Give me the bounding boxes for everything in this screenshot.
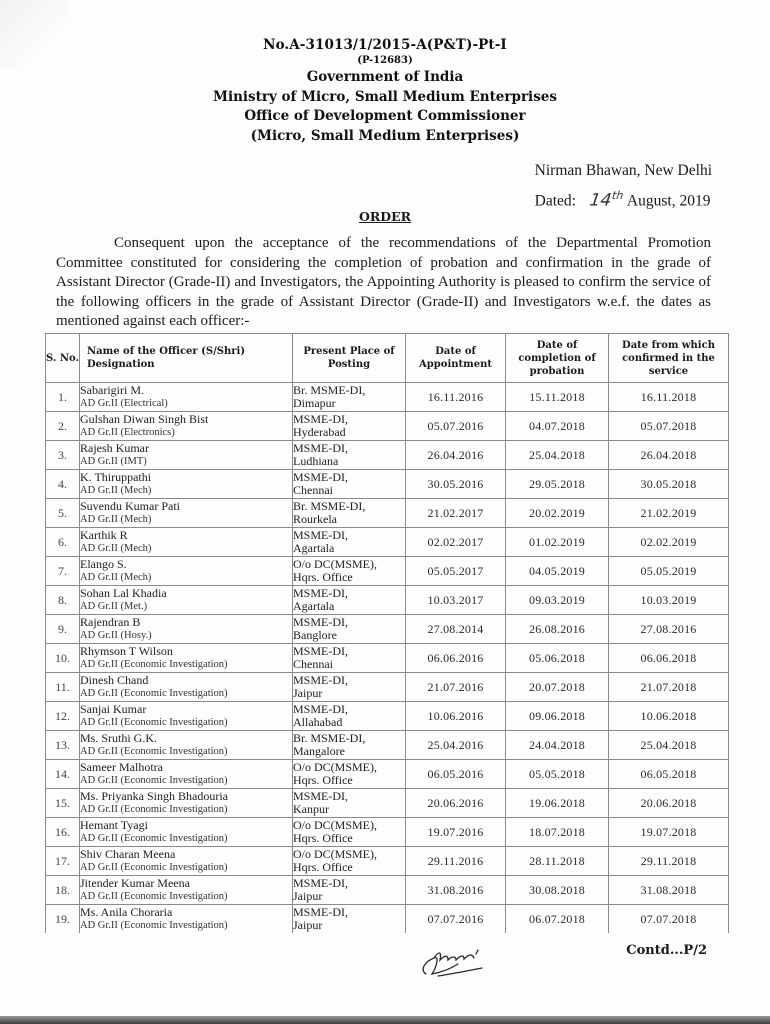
- posting-city: Chennai: [293, 657, 333, 671]
- officer-designation: AD Gr.II (Economic Investigation): [80, 804, 228, 815]
- posting-office: MSME-DI,: [293, 527, 349, 542]
- header-probation: Date of completion of probation: [506, 334, 609, 383]
- officer-name: Ms. Sruthi G.K.: [80, 731, 158, 745]
- cell-appointment-date: 06.06.2016: [406, 644, 506, 673]
- cell-sno: 4.: [46, 470, 80, 499]
- officer-designation: AD Gr.II (Economic Investigation): [80, 891, 228, 902]
- officer-designation: AD Gr.II (Economic Investigation): [80, 717, 228, 728]
- posting-city: Banglore: [293, 628, 337, 642]
- cell-sno: 14.: [46, 760, 80, 789]
- continued-label: Contd...P/2: [626, 943, 707, 958]
- cell-posting: [293, 383, 406, 412]
- officers-table: [45, 333, 729, 933]
- cell-probation-date: 24.04.2018: [506, 731, 609, 760]
- cell-appointment-date: 27.08.2014: [406, 615, 506, 644]
- table-header-row: [46, 334, 729, 383]
- officer-name: Ms. Anila Choraria: [80, 905, 173, 919]
- cell-posting: [293, 847, 406, 876]
- cell-sno: 7.: [46, 557, 80, 586]
- posting-city: Hyderabad: [293, 425, 346, 439]
- header-posting: Present Place of Posting: [293, 334, 406, 383]
- dated-month-year: August, 2019: [626, 192, 711, 210]
- officer-designation: AD Gr.II (Met.): [80, 601, 148, 612]
- cell-officer: [80, 557, 293, 586]
- cell-posting: [293, 876, 406, 905]
- cell-officer: [80, 383, 293, 412]
- cell-posting: [293, 499, 406, 528]
- cell-appointment-date: 05.07.2016: [406, 412, 506, 441]
- officer-name: Sabarigiri M.: [80, 383, 144, 397]
- cell-confirmed-date: 21.07.2018: [609, 673, 729, 702]
- posting-office: MSME-DI,: [293, 672, 349, 687]
- officer-name: Sohan Lal Khadia: [80, 586, 167, 600]
- officer-designation: AD Gr.II (Mech): [80, 485, 152, 496]
- posting-city: Jaipur: [293, 889, 323, 903]
- posting-office: MSME-DI,: [293, 614, 349, 629]
- officer-designation: AD Gr.II (Economic Investigation): [80, 746, 228, 757]
- cell-sno: 2.: [46, 412, 80, 441]
- officer-name: Shiv Charan Meena: [80, 847, 176, 861]
- posting-city: Kanpur: [293, 802, 329, 816]
- officer-name: Dinesh Chand: [80, 673, 149, 687]
- cell-appointment-date: 19.07.2016: [406, 818, 506, 847]
- cell-posting: [293, 441, 406, 470]
- cell-sno: 11.: [46, 673, 80, 702]
- officer-name: Sameer Malhotra: [80, 760, 163, 774]
- cell-confirmed-date: 16.11.2018: [609, 383, 729, 412]
- cell-officer: [80, 905, 293, 934]
- posting-office: O/o DC(MSME),: [293, 759, 378, 774]
- cell-appointment-date: 21.02.2017: [406, 499, 506, 528]
- posting-office: MSME-DI,: [293, 643, 349, 658]
- cell-officer: [80, 499, 293, 528]
- table-row: [46, 818, 729, 847]
- cell-probation-date: 26.08.2016: [506, 615, 609, 644]
- cell-posting: [293, 644, 406, 673]
- cell-confirmed-date: 07.07.2018: [609, 905, 729, 934]
- cell-probation-date: 28.11.2018: [506, 847, 609, 876]
- officer-designation: AD Gr.II (Economic Investigation): [80, 862, 228, 873]
- table-row: [46, 760, 729, 789]
- cell-officer: [80, 673, 293, 702]
- cell-officer: [80, 586, 293, 615]
- officer-name: Rajesh Kumar: [80, 441, 149, 455]
- officer-name: Jitender Kumar Meena: [80, 876, 190, 890]
- cell-officer: [80, 847, 293, 876]
- cell-probation-date: 15.11.2018: [506, 383, 609, 412]
- p-number: (P-12683): [357, 55, 413, 66]
- cell-officer: [80, 615, 293, 644]
- cell-officer: [80, 789, 293, 818]
- order-paragraph: Consequent upon the acceptance of the recommendations of the Departmental Promotion Committee constituted for considering the completion of probation and confirmation in the grade of Assistant Director (Grade-II) and Investigators, the Appointing Authority is pleased to confirm the service of the following officers in the grade of Assistant Director (Grade-II) and Investigators w.e.f. the dates as mentioned against each officer:-: [56, 235, 711, 330]
- table-row: [46, 731, 729, 760]
- cell-appointment-date: 06.05.2016: [406, 760, 506, 789]
- cell-officer: [80, 760, 293, 789]
- cell-probation-date: 05.06.2018: [506, 644, 609, 673]
- cell-appointment-date: 05.05.2017: [406, 557, 506, 586]
- cell-sno: 1.: [46, 383, 80, 412]
- cell-confirmed-date: 26.04.2018: [609, 441, 729, 470]
- cell-posting: [293, 412, 406, 441]
- table-row: [46, 528, 729, 557]
- officer-designation: AD Gr.II (Economic Investigation): [80, 833, 228, 844]
- cell-sno: 18.: [46, 876, 80, 905]
- cell-officer: [80, 470, 293, 499]
- posting-office: MSME-DI,: [293, 440, 349, 455]
- cell-appointment-date: 20.06.2016: [406, 789, 506, 818]
- table-row: [46, 673, 729, 702]
- officer-name: Rhymson T Wilson: [80, 644, 173, 658]
- cell-probation-date: 04.05.2019: [506, 557, 609, 586]
- cell-posting: [293, 470, 406, 499]
- table-row: [46, 847, 729, 876]
- officer-designation: AD Gr.II (Mech): [80, 514, 152, 525]
- table-row: [46, 499, 729, 528]
- cell-confirmed-date: 27.08.2016: [609, 615, 729, 644]
- officer-designation: AD Gr.II (IMT): [80, 456, 147, 467]
- officer-name: Ms. Priyanka Singh Bhadouria: [80, 789, 228, 803]
- cell-officer: [80, 876, 293, 905]
- cell-appointment-date: 02.02.2017: [406, 528, 506, 557]
- cell-posting: [293, 673, 406, 702]
- posting-office: O/o DC(MSME),: [293, 556, 378, 571]
- posting-city: Jaipur: [293, 686, 323, 700]
- officer-designation: AD Gr.II (Economic Investigation): [80, 659, 228, 670]
- table-row: [46, 470, 729, 499]
- cell-sno: 12.: [46, 702, 80, 731]
- cell-probation-date: 09.03.2019: [506, 586, 609, 615]
- cell-confirmed-date: 06.06.2018: [609, 644, 729, 673]
- officer-name: Sanjai Kumar: [80, 702, 147, 716]
- cell-probation-date: 05.05.2018: [506, 760, 609, 789]
- posting-city: Hqrs. Office: [293, 831, 353, 845]
- place-and-date: [535, 158, 712, 214]
- cell-sno: 3.: [46, 441, 80, 470]
- cell-appointment-date: 26.04.2016: [406, 441, 506, 470]
- cell-sno: 19.: [46, 905, 80, 934]
- posting-office: Br. MSME-DI,: [293, 382, 366, 397]
- posting-city: Allahabad: [293, 715, 343, 729]
- cell-confirmed-date: 25.04.2018: [609, 731, 729, 760]
- table-row: [46, 586, 729, 615]
- cell-appointment-date: 31.08.2016: [406, 876, 506, 905]
- cell-officer: [80, 702, 293, 731]
- cell-sno: 15.: [46, 789, 80, 818]
- header-confirmed: Date from which confirmed in the service: [609, 334, 729, 383]
- cell-officer: [80, 731, 293, 760]
- cell-officer: [80, 528, 293, 557]
- table-row: [46, 383, 729, 412]
- cell-sno: 17.: [46, 847, 80, 876]
- order-title: ORDER: [358, 209, 412, 224]
- cell-sno: 13.: [46, 731, 80, 760]
- cell-probation-date: 01.02.2019: [506, 528, 609, 557]
- officer-name: Suvendu Kumar Pati: [80, 499, 180, 513]
- header-name: Name of the Officer (S/Shri) Designation: [80, 334, 293, 383]
- posting-office: MSME-DI,: [293, 469, 349, 484]
- posting-office: MSME-DI,: [293, 411, 349, 426]
- cell-confirmed-date: 06.05.2018: [609, 760, 729, 789]
- posting-city: Dimapur: [293, 396, 336, 410]
- posting-city: Jaipur: [293, 918, 323, 932]
- cell-posting: [293, 557, 406, 586]
- officer-name: Hemant Tyagi: [80, 818, 148, 832]
- cell-confirmed-date: 10.06.2018: [609, 702, 729, 731]
- officer-name: Elango S.: [80, 557, 127, 571]
- posting-city: Mangalore: [293, 744, 345, 758]
- cell-officer: [80, 412, 293, 441]
- posting-office: MSME-DI,: [293, 701, 349, 716]
- scan-bottom-edge: [0, 1016, 770, 1024]
- cell-appointment-date: 29.11.2016: [406, 847, 506, 876]
- cell-confirmed-date: 29.11.2018: [609, 847, 729, 876]
- header-msme: (Micro, Small Medium Enterprises): [250, 127, 520, 144]
- officer-name: K. Thiruppathi: [80, 470, 152, 484]
- officer-designation: AD Gr.II (Electrical): [80, 398, 168, 409]
- cell-confirmed-date: 20.06.2018: [609, 789, 729, 818]
- cell-probation-date: 04.07.2018: [506, 412, 609, 441]
- cell-posting: [293, 905, 406, 934]
- cell-confirmed-date: 30.05.2018: [609, 470, 729, 499]
- cell-sno: 10.: [46, 644, 80, 673]
- cell-officer: [80, 441, 293, 470]
- cell-appointment-date: 07.07.2016: [406, 905, 506, 934]
- cell-sno: 5.: [46, 499, 80, 528]
- cell-confirmed-date: 05.05.2019: [609, 557, 729, 586]
- document-header: [0, 36, 770, 146]
- cell-probation-date: 06.07.2018: [506, 905, 609, 934]
- officer-designation: AD Gr.II (Mech): [80, 572, 152, 583]
- table-row: [46, 644, 729, 673]
- posting-office: MSME-DI,: [293, 788, 349, 803]
- officer-designation: AD Gr.II (Hosy.): [80, 630, 152, 641]
- cell-probation-date: 20.07.2018: [506, 673, 609, 702]
- cell-posting: [293, 789, 406, 818]
- officer-name: Rajendran B: [80, 615, 141, 629]
- header-appointment: Date of Appointment: [406, 334, 506, 383]
- posting-office: MSME-DI,: [293, 585, 349, 600]
- header-sno: S. No.: [46, 334, 80, 383]
- posting-city: Chennai: [293, 483, 333, 497]
- table-row: [46, 557, 729, 586]
- cell-sno: 16.: [46, 818, 80, 847]
- cell-probation-date: 29.05.2018: [506, 470, 609, 499]
- officer-designation: AD Gr.II (Economic Investigation): [80, 920, 228, 931]
- dated-label: Dated:: [534, 192, 576, 210]
- cell-appointment-date: 30.05.2016: [406, 470, 506, 499]
- officer-designation: AD Gr.II (Electronics): [80, 427, 175, 438]
- cell-probation-date: 20.02.2019: [506, 499, 609, 528]
- header-office: Office of Development Commissioner: [244, 108, 526, 124]
- cell-confirmed-date: 05.07.2018: [609, 412, 729, 441]
- posting-office: Br. MSME-DI,: [293, 730, 366, 745]
- cell-posting: [293, 731, 406, 760]
- signature-icon: [418, 944, 498, 980]
- posting-city: Hqrs. Office: [293, 773, 353, 787]
- cell-confirmed-date: 21.02.2019: [609, 499, 729, 528]
- posting-city: Rourkela: [293, 512, 337, 526]
- cell-appointment-date: 25.04.2016: [406, 731, 506, 760]
- header-government: Government of India: [306, 69, 464, 85]
- cell-posting: [293, 818, 406, 847]
- handwritten-day: 14th: [588, 189, 625, 211]
- file-number: No.A-31013/1/2015-A(P&T)-Pt-I: [263, 37, 507, 53]
- table-row: [46, 789, 729, 818]
- posting-city: Hqrs. Office: [293, 570, 353, 584]
- cell-sno: 9.: [46, 615, 80, 644]
- cell-confirmed-date: 10.03.2019: [609, 586, 729, 615]
- table-row: [46, 905, 729, 934]
- cell-probation-date: 19.06.2018: [506, 789, 609, 818]
- cell-confirmed-date: 31.08.2018: [609, 876, 729, 905]
- cell-confirmed-date: 02.02.2019: [609, 528, 729, 557]
- posting-city: Ludhiana: [293, 454, 339, 468]
- cell-posting: [293, 528, 406, 557]
- cell-posting: [293, 586, 406, 615]
- cell-probation-date: 25.04.2018: [506, 441, 609, 470]
- posting-office: O/o DC(MSME),: [293, 846, 378, 861]
- header-ministry: Ministry of Micro, Small Medium Enterprises: [213, 88, 557, 105]
- officer-designation: AD Gr.II (Mech): [80, 543, 152, 554]
- officer-name: Gulshan Diwan Singh Bist: [80, 412, 209, 426]
- table-row: [46, 702, 729, 731]
- cell-confirmed-date: 19.07.2018: [609, 818, 729, 847]
- posting-city: Hqrs. Office: [293, 860, 353, 874]
- cell-probation-date: 30.08.2018: [506, 876, 609, 905]
- cell-probation-date: 18.07.2018: [506, 818, 609, 847]
- place: Nirman Bhawan, New Delhi: [534, 162, 712, 179]
- table-row: [46, 441, 729, 470]
- officer-name: Karthik R: [80, 528, 128, 542]
- cell-sno: 8.: [46, 586, 80, 615]
- officer-designation: AD Gr.II (Economic Investigation): [80, 688, 228, 699]
- cell-appointment-date: 16.11.2016: [406, 383, 506, 412]
- cell-probation-date: 09.06.2018: [506, 702, 609, 731]
- posting-office: O/o DC(MSME),: [293, 817, 378, 832]
- posting-office: Br. MSME-DI,: [293, 498, 366, 513]
- cell-appointment-date: 10.03.2017: [406, 586, 506, 615]
- posting-office: MSME-DI,: [293, 875, 349, 890]
- cell-appointment-date: 10.06.2016: [406, 702, 506, 731]
- officer-designation: AD Gr.II (Economic Investigation): [80, 775, 228, 786]
- table-row: [46, 876, 729, 905]
- cell-officer: [80, 644, 293, 673]
- table-row: [46, 412, 729, 441]
- cell-appointment-date: 21.07.2016: [406, 673, 506, 702]
- table-row: [46, 615, 729, 644]
- cell-posting: [293, 760, 406, 789]
- cell-posting: [293, 615, 406, 644]
- cell-sno: 6.: [46, 528, 80, 557]
- posting-city: Agartala: [293, 599, 335, 613]
- cell-posting: [293, 702, 406, 731]
- posting-city: Agartala: [293, 541, 335, 555]
- posting-office: MSME-DI,: [293, 904, 349, 919]
- cell-officer: [80, 818, 293, 847]
